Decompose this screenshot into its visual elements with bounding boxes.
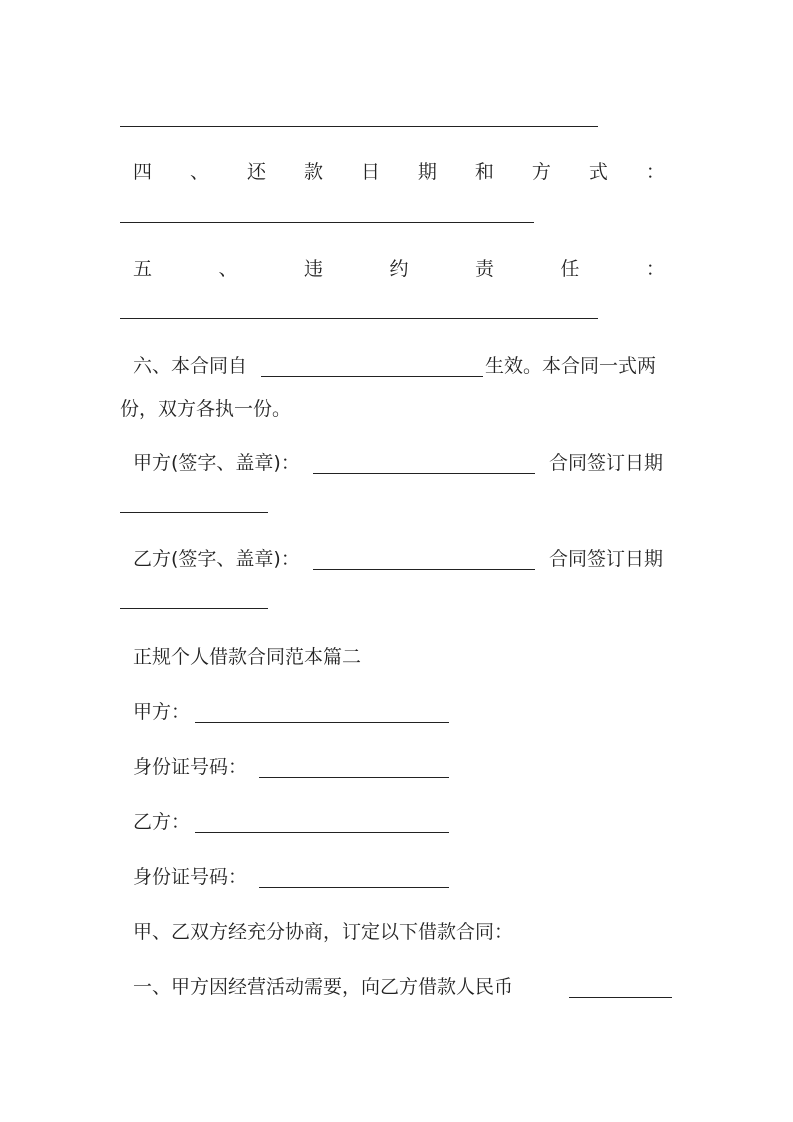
party-b-date-label: 合同签订日期 bbox=[549, 548, 664, 570]
party-a-id-blank[interactable] bbox=[259, 777, 449, 778]
party-b-label: 乙方： bbox=[133, 811, 191, 833]
section-4-heading bbox=[133, 160, 665, 184]
party-b-signature-blank[interactable] bbox=[313, 569, 535, 570]
section-5-char: 五 bbox=[133, 258, 153, 280]
section-4-char: 款 bbox=[303, 161, 323, 183]
party-a-date-label: 合同签订日期 bbox=[549, 452, 664, 474]
party-b-id-blank[interactable] bbox=[259, 887, 449, 888]
section-5-char: ： bbox=[645, 258, 665, 280]
section-4-char: 期 bbox=[417, 161, 437, 183]
section-4-char: ： bbox=[645, 161, 665, 183]
intro-text: 甲、乙双方经充分协商，订定以下借款合同： bbox=[133, 921, 514, 943]
party-b-date-blank[interactable] bbox=[120, 608, 268, 609]
section-5-char: 、 bbox=[218, 258, 238, 280]
section-5-char: 任 bbox=[560, 258, 580, 280]
section-5-char: 责 bbox=[474, 258, 494, 280]
section-4-char: 和 bbox=[474, 161, 494, 183]
section-5-char: 约 bbox=[389, 258, 409, 280]
party-b-id-label: 身份证号码： bbox=[133, 866, 248, 888]
section-4-char: 式 bbox=[588, 161, 608, 183]
section-heading-text: 正规个人借款合同范本篇二 bbox=[133, 646, 362, 668]
party-a-label: 甲方： bbox=[133, 701, 191, 723]
party-b-signature-label: 乙方(签字、盖章)： bbox=[133, 548, 300, 570]
section-4-char: 还 bbox=[246, 161, 266, 183]
loan-amount-blank[interactable] bbox=[569, 997, 672, 998]
section-4-char: 、 bbox=[189, 161, 209, 183]
party-a-signature-label: 甲方(签字、盖章)： bbox=[133, 452, 300, 474]
section-5-heading bbox=[133, 257, 665, 281]
section-4-char: 日 bbox=[360, 161, 380, 183]
section-5-char: 违 bbox=[303, 258, 323, 280]
party-b-blank[interactable] bbox=[195, 832, 449, 833]
blank-line-section-5 bbox=[120, 318, 598, 319]
section-6-prefix: 六、本合同自 bbox=[133, 355, 248, 377]
effective-date-blank[interactable] bbox=[261, 376, 483, 377]
blank-line-section-4 bbox=[120, 222, 534, 223]
clause-1-text: 一、甲方因经营活动需要，向乙方借款人民币 bbox=[133, 976, 514, 998]
section-6-suffix: 生效。本合同一式两 bbox=[485, 355, 657, 377]
party-a-signature-blank[interactable] bbox=[313, 473, 535, 474]
section-4-char: 四 bbox=[133, 161, 153, 183]
party-a-id-label: 身份证号码： bbox=[133, 756, 248, 778]
section-6-continuation: 份，双方各执一份。 bbox=[120, 398, 292, 420]
section-4-char: 方 bbox=[531, 161, 551, 183]
party-a-date-blank[interactable] bbox=[120, 512, 268, 513]
party-a-blank[interactable] bbox=[195, 722, 449, 723]
blank-line-top bbox=[120, 126, 598, 127]
